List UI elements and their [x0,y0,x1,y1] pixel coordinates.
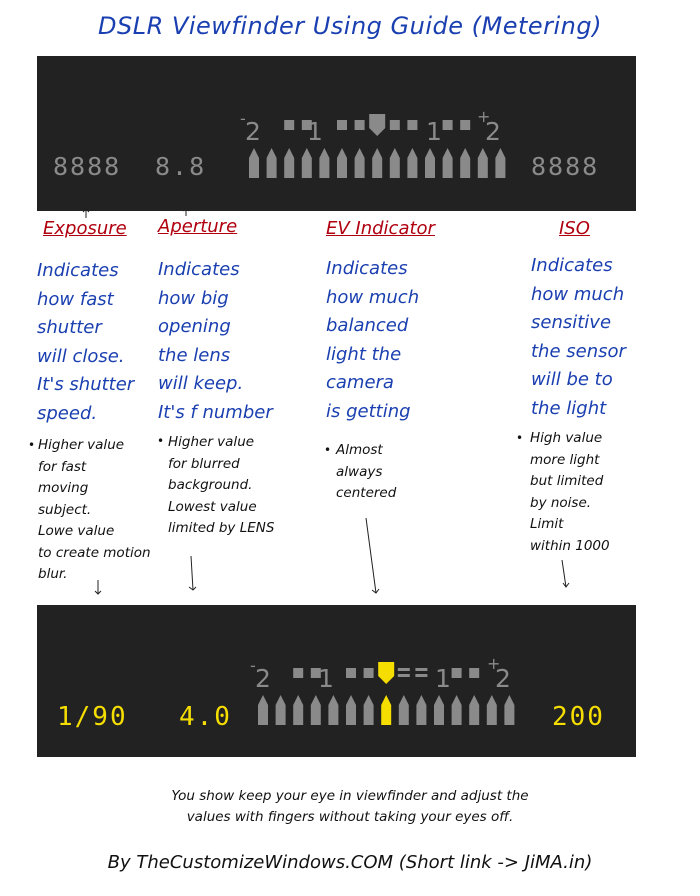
heading-ev-indicator: EV Indicator [326,218,435,239]
desc-ev-indicator: Indicates how much balanced light the camera is getting [326,258,420,422]
scale-plus-sign: + [487,654,501,673]
scale-label-plus1: 1 [426,117,442,146]
scale-step-mark [364,668,374,678]
desc-iso: Indicates how much sensitive the sensor will be to the light [531,255,626,419]
scale-plus-sign: + [477,107,491,126]
notes-ev-indicator: Almost always centered [336,442,397,501]
ev-scale [37,605,636,757]
ev-centre-pointer [378,662,394,684]
aperture-down-arrow [189,556,196,590]
desc-aperture: Indicates how big opening the lens will keep. It's f number [158,259,273,423]
ev-needle [452,695,462,725]
scale-step-mark [452,668,462,678]
notes-iso: High value more light but limited by noise. Limit within 1000 [530,430,610,554]
scale-dash-mark [415,674,427,677]
heading-exposure: Exposure [43,218,127,239]
ev-needle [276,695,286,725]
viewfinder-display-bottom [37,605,636,757]
scale-label-minus2: 2 [255,664,271,693]
heading-aperture: Aperture [158,216,238,237]
exposure-up-arrow [83,209,89,218]
ev-needle [399,695,409,725]
bullet-icon: • [324,443,332,457]
scale-minus-sign: - [240,109,246,128]
iso-down-arrow [562,560,569,587]
bullet-icon: • [28,438,36,452]
ev-needle-centre [381,695,391,725]
scale-step-mark [293,668,303,678]
scale-label-minus1: 1 [318,664,334,693]
ev-needle [328,695,338,725]
footer-note: You show keep your eye in viewfinder and adjust the values with fingers without taking your eyes off. [171,788,529,825]
scale-label-minus2: 2 [245,117,261,146]
shutter-readout: 1/90 [57,702,128,732]
ev-needle [416,695,426,725]
scale-minus-sign: - [250,656,256,675]
aperture-readout: 4.0 [179,702,232,732]
scale-step-mark [469,668,479,678]
scale-label-minus1: 1 [307,117,323,146]
ev-needle [487,695,497,725]
notes-exposure: Higher value for fast moving subject. Lowe value to create motion blur. [38,437,151,582]
scale-dash-mark [398,668,410,671]
scale-step-mark [346,668,356,678]
scale-label-plus2: 2 [485,117,501,146]
iso-readout: 200 [552,702,605,732]
credit-line: By TheCustomizeWindows.COM (Short link -> JiMA.in) [107,852,593,873]
aperture-readout: 8.8 [155,152,207,181]
ev-needle [311,695,321,725]
ev-down-arrow [366,518,379,593]
ev-needle [469,695,479,725]
ev-needle [434,695,444,725]
aperture-up-arrow [183,208,189,216]
ev-needle [364,695,374,725]
scale-label-plus1: 1 [435,664,451,693]
ev-needle [258,695,268,725]
desc-exposure: Indicates how fast shutter will close. It's shutter speed. [37,260,135,424]
bullet-icon: • [157,434,165,448]
iso-readout: 8888 [531,152,600,181]
ev-needle [293,695,303,725]
scale-dash-mark [415,668,427,671]
scale-label-plus2: 2 [495,664,511,693]
page-title: DSLR Viewfinder Using Guide (Metering) [98,12,602,40]
shutter-readout: 8888 [53,152,122,181]
bullet-icon: • [516,431,524,445]
ev-needle [346,695,356,725]
scale-dash-mark [398,674,410,677]
notes-aperture: Higher value for blurred background. Lowest value limited by LENS [168,434,275,536]
heading-iso: ISO [559,218,590,239]
ev-needle [504,695,514,725]
